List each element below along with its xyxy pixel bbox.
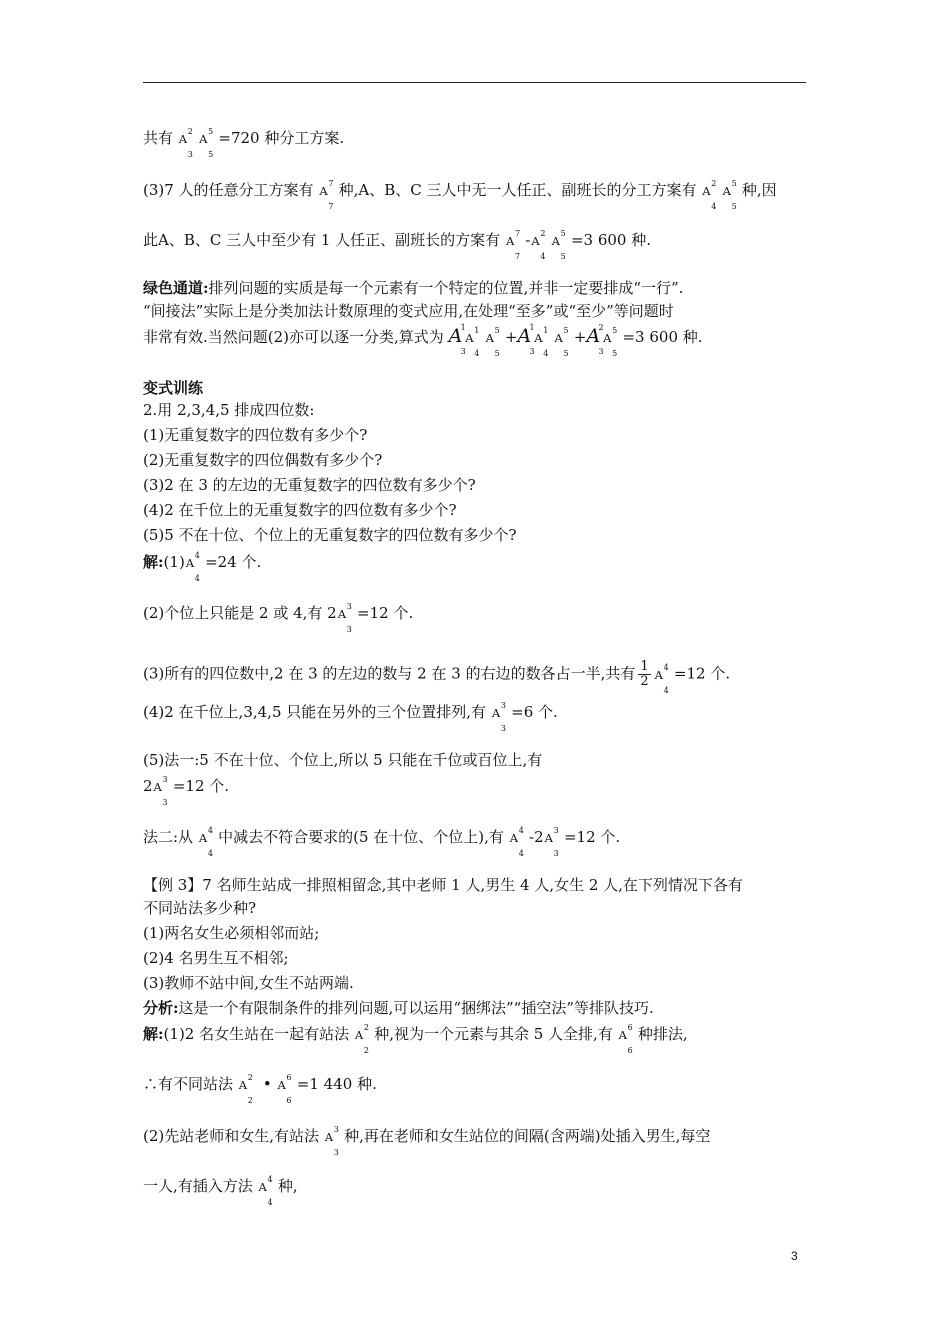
perm-symbol: A 5 5 [722, 179, 737, 211]
perm-symbol: A 7 7 [319, 179, 334, 211]
text-line: 不同站法多少种? [143, 899, 257, 917]
section-heading: 变式训练 [143, 379, 204, 397]
perm-symbol: A 5 5 [199, 127, 214, 159]
text-line: (5)5 不在十位、个位上的无重复数字的四位数有多少个? [143, 526, 517, 544]
perm-symbol: A 4 4 [509, 826, 524, 858]
text-line: (2)4 名男生互不相邻; [143, 949, 289, 967]
text-line: 解:(1)A 4 4 =24 个. [143, 551, 262, 583]
text-line: (3)教师不站中间,女生不站两端. [143, 974, 354, 992]
perm-symbol: A 5 5 [485, 326, 500, 358]
text-line: “间接法”实际上是分类加法计数原理的变式应用,在处理“至多”或“至少”等问题时 [143, 302, 674, 320]
section-label: 绿色通道: [143, 279, 209, 297]
perm-symbol: A 4 4 [198, 826, 213, 858]
text-line: 【例 3】7 名师生站成一排照相留念,其中老师 1 人,男生 4 人,女生 2 人,在下列情况下各有 [143, 876, 743, 894]
perm-symbol: A 5 5 [554, 326, 569, 358]
perm-symbol: A 4 4 [654, 662, 669, 695]
perm-symbol: A 2 2 [238, 1073, 253, 1105]
text-line: (3)2 在 3 的左边的无重复数字的四位数有多少个? [143, 476, 476, 494]
perm-symbol: A 1 4 [534, 326, 549, 358]
perm-symbol: A 4 4 [258, 1175, 273, 1207]
text-line: 绿色通道:排列问题的实质是每一个元素有一个特定的位置,并非一定要排成“一行”. [143, 279, 684, 297]
perm-symbol: A 6 6 [618, 1023, 633, 1055]
perm-symbol: A 5 5 [603, 326, 618, 358]
perm-symbol: A 3 3 [544, 826, 559, 858]
text-line: (2)无重复数字的四位偶数有多少个? [143, 451, 383, 469]
perm-symbol: A 2 4 [702, 179, 717, 211]
fraction: $\frac{1}{2}$ [640, 659, 649, 689]
text-line: (2)个位上只能是 2 或 4,有 2A 3 3 =12 个. [143, 602, 414, 634]
text-line: (3)所有的四位数中,2 在 3 的左边的数与 2 在 3 的右边的数各占一半,共有 $\frac{1}{2}$ A 4 4 =12 个. [143, 659, 731, 695]
text-line: 共有 A 2 3 A 5 5 =720 种分工方案. [143, 127, 345, 159]
text-line: 分析:这是一个有限制条件的排列问题,可以运用“捆绑法”“插空法”等排队技巧. [143, 999, 654, 1017]
perm-symbol: A 1 3 [517, 323, 535, 356]
perm-symbol: A 5 5 [551, 229, 566, 261]
perm-symbol: A 3 3 [337, 602, 352, 634]
perm-symbol: A 1 4 [465, 326, 480, 358]
perm-symbol: A 3 3 [324, 1125, 339, 1157]
text-line: ∴有不同站法 A 2 2 • A 6 6 =1 440 种. [143, 1073, 377, 1105]
perm-symbol: A 6 6 [277, 1073, 292, 1105]
perm-symbol: A 1 3 [448, 323, 466, 356]
perm-symbol: A 7 7 [505, 229, 521, 261]
text-line: (4)2 在千位上,3,4,5 只能在另外的三个位置排列,有 A 3 3 =6 个. [143, 701, 558, 733]
text-line: 解:(1)2 名女生站在一起有站法 A 2 2 种,视为一个元素与其余 5 人全排,有 A 6 6 种排法, [143, 1023, 688, 1055]
perm-symbol: A 3 3 [153, 775, 168, 807]
text-line: 2.用 2,3,4,5 排成四位数: [143, 401, 315, 419]
text-line: 此A、B、C 三人中至少有 1 人任正、副班长的方案有 A 7 7 -A 2 4 A 5 5 =3 600 种. [143, 229, 652, 261]
text-line: (5)法一:5 不在十位、个位上,所以 5 只能在千位或百位上,有 [143, 751, 543, 769]
section-label: 解: [143, 1025, 164, 1043]
perm-symbol: A 2 4 [531, 229, 546, 261]
header-rule [143, 82, 806, 83]
text-line: (1)无重复数字的四位数有多少个? [143, 426, 368, 444]
text-line: 非常有效.当然问题(2)亦可以逐一分类,算式为 A 1 3 A 1 4 A 5 5 +A 1 3 A 1 4 A 5 5 +A 2 3 A 5 5 =3 600 种. [143, 323, 703, 358]
section-label: 解: [143, 553, 164, 571]
text-line: (1)两名女生必须相邻而站; [143, 924, 320, 942]
perm-symbol: A 2 3 [178, 127, 193, 159]
perm-symbol: A 3 3 [491, 701, 506, 733]
perm-symbol: A 4 4 [185, 551, 200, 583]
text-line: 法二:从 A 4 4 中减去不符合要求的(5 在十位、个位上),有 A 4 4 -2A 3 3 =12 个. [143, 826, 621, 858]
text-line: (4)2 在千位上的无重复数字的四位数有多少个? [143, 501, 457, 519]
text-line: 2A 3 3 =12 个. [143, 775, 230, 807]
perm-symbol: A 2 3 [586, 323, 604, 356]
text-line: (3)7 人的任意分工方案有 A 7 7 种,A、B、C 三人中无一人任正、副班长的分工方案有 A 2 4 A 5 5 种,因 [143, 179, 777, 211]
text-line: (2)先站老师和女生,有站法 A 3 3 种,再在老师和女生站位的间隔(含两端)处插入男生,每空 [143, 1125, 711, 1157]
section-label: 分析: [143, 999, 179, 1017]
perm-symbol: A 2 2 [354, 1023, 369, 1055]
text-line: 一人,有插入方法 A 4 4 种, [143, 1175, 298, 1207]
page-number: 3 [791, 1249, 798, 1263]
